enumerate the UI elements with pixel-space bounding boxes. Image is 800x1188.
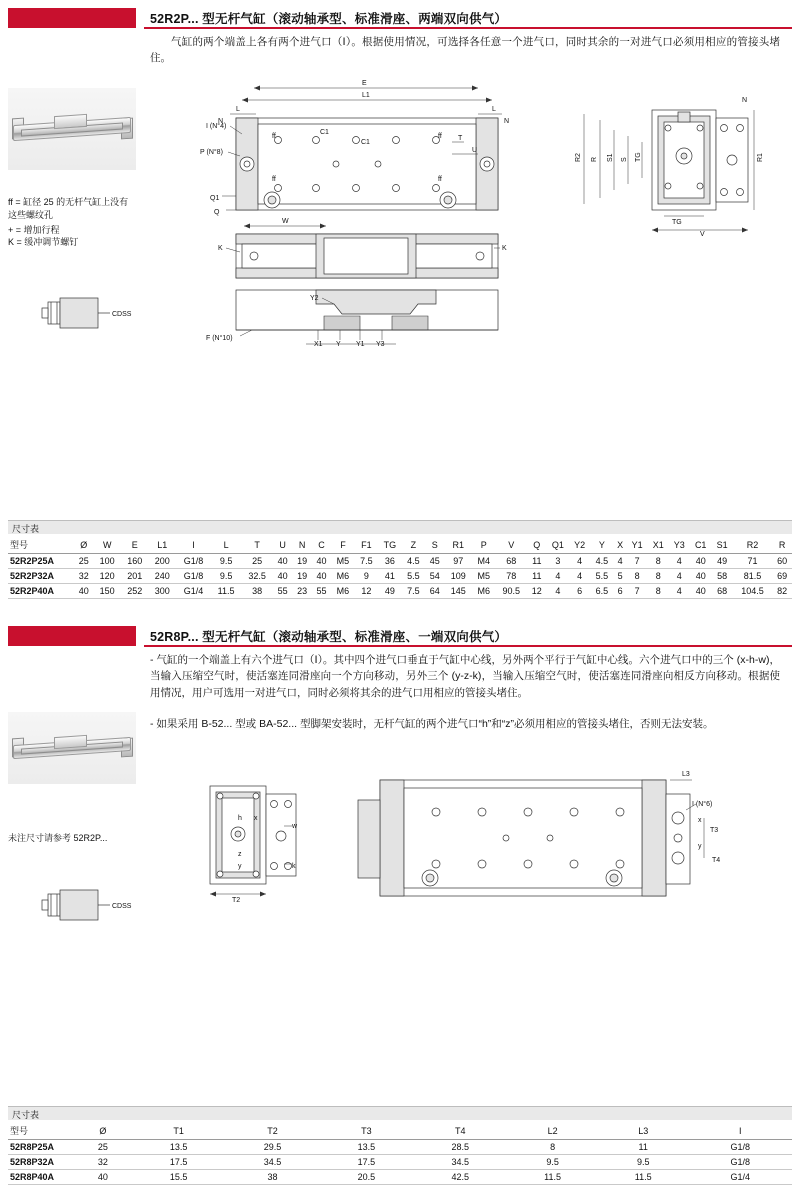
cell-value: 40 bbox=[690, 554, 712, 569]
cdss-icon-2 bbox=[40, 888, 136, 930]
column-header-L1: L1 bbox=[149, 536, 177, 554]
cell-value: G1/4 bbox=[689, 1170, 792, 1185]
svg-text:TG: TG bbox=[672, 219, 682, 226]
svg-text:W: W bbox=[282, 218, 289, 225]
svg-text:S1: S1 bbox=[607, 153, 614, 162]
svg-text:Y1: Y1 bbox=[356, 341, 365, 348]
column-header-L3: L3 bbox=[598, 1122, 689, 1140]
cell-value: 68 bbox=[496, 554, 528, 569]
cell-value: 7.5 bbox=[402, 584, 425, 599]
svg-text:R1: R1 bbox=[757, 153, 764, 162]
table-row bbox=[8, 584, 792, 599]
section-rule bbox=[144, 27, 792, 29]
svg-text:TG: TG bbox=[635, 152, 642, 162]
cell-value: 25 bbox=[74, 554, 93, 569]
cell-value: 150 bbox=[93, 584, 121, 599]
section2-accent-bar bbox=[8, 626, 136, 646]
column-header-L2: L2 bbox=[507, 1122, 598, 1140]
cell-value: 6 bbox=[614, 584, 627, 599]
cell-value: 7 bbox=[627, 584, 648, 599]
cell-value: 40 bbox=[690, 569, 712, 584]
column-header-Y: Y bbox=[590, 536, 613, 554]
cell-value: 6 bbox=[569, 584, 590, 599]
cell-value: 40 bbox=[273, 569, 292, 584]
cell-value: 40 bbox=[690, 584, 712, 599]
cell-model: 52R2P32A bbox=[8, 569, 74, 584]
column-header-Q1: Q1 bbox=[547, 536, 570, 554]
cell-model: 52R8P25A bbox=[8, 1140, 74, 1155]
column-header-T1: T1 bbox=[132, 1122, 226, 1140]
column-header-L: L bbox=[211, 536, 242, 554]
cell-value: 9 bbox=[355, 569, 378, 584]
cell-value: 6.5 bbox=[590, 584, 613, 599]
svg-text:L3: L3 bbox=[682, 771, 690, 778]
cell-value: 42.5 bbox=[413, 1170, 507, 1185]
cell-value: 5 bbox=[614, 569, 627, 584]
column-header-model: 型号 bbox=[8, 1122, 74, 1140]
column-header-V: V bbox=[496, 536, 528, 554]
section-title: 52R2P... 型无杆气缸（滚动轴承型、标准滑座、两端双向供气） bbox=[150, 12, 508, 26]
svg-text:F (N°10): F (N°10) bbox=[206, 335, 233, 342]
drawing-52r2p-end-view bbox=[572, 86, 772, 236]
svg-text:P (N°8): P (N°8) bbox=[200, 149, 223, 156]
cell-value: 60 bbox=[772, 554, 792, 569]
cell-value: 54 bbox=[425, 569, 444, 584]
dimension-table-52r2p bbox=[8, 536, 792, 599]
column-header-R2: R2 bbox=[733, 536, 773, 554]
cell-value: 8 bbox=[648, 569, 669, 584]
cell-value: 240 bbox=[149, 569, 177, 584]
svg-text:U: U bbox=[472, 147, 478, 154]
cell-value: 4 bbox=[669, 584, 690, 599]
column-header-P: P bbox=[472, 536, 495, 554]
cell-value: 12 bbox=[355, 584, 378, 599]
cell-value: 13.5 bbox=[132, 1140, 226, 1155]
cell-model: 52R2P25A bbox=[8, 554, 74, 569]
note-ff: ff = 缸径 25 的无杆气缸上没有这些螺纹孔 bbox=[8, 197, 129, 221]
column-header-F: F bbox=[331, 536, 354, 554]
svg-text:K: K bbox=[502, 245, 507, 252]
svg-text:R2: R2 bbox=[575, 153, 582, 162]
cell-value: 32.5 bbox=[241, 569, 273, 584]
column-header-W: W bbox=[93, 536, 121, 554]
cell-value: 4 bbox=[614, 554, 627, 569]
cell-value: 55 bbox=[273, 584, 292, 599]
cell-value: 252 bbox=[121, 584, 149, 599]
svg-text:Y3: Y3 bbox=[376, 341, 385, 348]
cell-model: 52R2P40A bbox=[8, 584, 74, 599]
column-header-S: S bbox=[425, 536, 444, 554]
cell-value: 12 bbox=[527, 584, 546, 599]
cell-value: 11 bbox=[598, 1140, 689, 1155]
cell-value: M5 bbox=[331, 554, 354, 569]
svg-text:y: y bbox=[238, 863, 242, 870]
cell-value: 7.5 bbox=[355, 554, 378, 569]
note-k: K = 缓冲调节螺钉 bbox=[8, 237, 79, 247]
cell-value: 3 bbox=[547, 554, 570, 569]
column-header-Y2: Y2 bbox=[569, 536, 590, 554]
table-header-row bbox=[8, 1122, 792, 1140]
table-row bbox=[8, 569, 792, 584]
cell-value: 15.5 bbox=[132, 1170, 226, 1185]
table-caption-2: 尺寸表 bbox=[8, 1106, 792, 1120]
svg-text:ff: ff bbox=[438, 133, 442, 140]
cell-value: 4 bbox=[569, 554, 590, 569]
cell-value: 49 bbox=[712, 554, 733, 569]
svg-text:N: N bbox=[504, 118, 510, 125]
svg-text:T4: T4 bbox=[712, 857, 721, 864]
cell-value: 90.5 bbox=[496, 584, 528, 599]
cell-value: 11 bbox=[527, 569, 546, 584]
cell-value: 4 bbox=[569, 569, 590, 584]
svg-text:I (N°6): I (N°6) bbox=[692, 801, 713, 808]
svg-text:R: R bbox=[591, 156, 598, 162]
cell-value: 82 bbox=[772, 584, 792, 599]
cell-value: 300 bbox=[149, 584, 177, 599]
cell-value: 81.5 bbox=[733, 569, 773, 584]
svg-text:T: T bbox=[458, 135, 463, 142]
cell-value: 4.5 bbox=[590, 554, 613, 569]
section-accent-bar bbox=[8, 8, 136, 28]
column-header-F1: F1 bbox=[355, 536, 378, 554]
column-header-Ø: Ø bbox=[74, 536, 93, 554]
column-header-model: 型号 bbox=[8, 536, 74, 554]
cell-value: 9.5 bbox=[598, 1155, 689, 1170]
column-header-I: I bbox=[176, 536, 211, 554]
product-photo-52r2p bbox=[8, 88, 136, 170]
cell-value: 200 bbox=[149, 554, 177, 569]
cell-value: 29.5 bbox=[226, 1140, 320, 1155]
column-header-Y3: Y3 bbox=[669, 536, 690, 554]
svg-text:T2: T2 bbox=[232, 897, 241, 904]
column-header-C: C bbox=[312, 536, 331, 554]
cell-value: 32 bbox=[74, 1155, 132, 1170]
cell-value: 17.5 bbox=[132, 1155, 226, 1170]
column-header-E: E bbox=[121, 536, 149, 554]
drawing-52r2p-views bbox=[196, 78, 556, 368]
column-header-R1: R1 bbox=[444, 536, 472, 554]
column-header-S1: S1 bbox=[712, 536, 733, 554]
cell-value: 4 bbox=[669, 554, 690, 569]
cell-value: 7 bbox=[627, 554, 648, 569]
column-header-C1: C1 bbox=[690, 536, 712, 554]
svg-text:S: S bbox=[621, 157, 628, 162]
svg-text:ff: ff bbox=[438, 176, 442, 183]
cell-value: 9.5 bbox=[507, 1155, 598, 1170]
note-plus: + = 增加行程 bbox=[8, 225, 60, 235]
section2-title: 52R8P... 型无杆气缸（滚动轴承型、标准滑座、一端双向供气） bbox=[150, 630, 508, 644]
section2-rule bbox=[144, 645, 792, 647]
cdss-icon-1 bbox=[40, 296, 136, 338]
cell-value: 4 bbox=[547, 569, 570, 584]
cell-value: 104.5 bbox=[733, 584, 773, 599]
cell-value: 13.5 bbox=[320, 1140, 414, 1155]
cell-value: 120 bbox=[93, 569, 121, 584]
cell-value: 38 bbox=[226, 1170, 320, 1185]
table-row bbox=[8, 1140, 792, 1155]
cell-value: 17.5 bbox=[320, 1155, 414, 1170]
cell-value: 11.5 bbox=[507, 1170, 598, 1185]
dimension-table-52r8p bbox=[8, 1122, 792, 1185]
cell-value: 40 bbox=[273, 554, 292, 569]
column-header-Q: Q bbox=[527, 536, 546, 554]
svg-text:z: z bbox=[238, 851, 242, 858]
cell-value: 4.5 bbox=[402, 554, 425, 569]
column-header-T4: T4 bbox=[413, 1122, 507, 1140]
cell-value: 64 bbox=[425, 584, 444, 599]
cell-value: 58 bbox=[712, 569, 733, 584]
svg-text:w: w bbox=[292, 823, 298, 830]
cell-value: 9.5 bbox=[211, 554, 242, 569]
section2-intro-1: - 气缸的一个端盖上有六个进气口（Ⅰ）。其中四个进气口垂直于气缸中心线，另外两个平行于气缸中心线。六个进气口中的三个 (x-h-w)，当输入压缩空气时，使活塞连同滑座向一个方向移动，另外三个 (y-z-k)，当输入压缩空气时，使活塞连同滑座向相反方向移动。根据使用情况，用户可选用一对进气口，同时必须将其余的进气口用相应的管接头堵住。 bbox=[150, 654, 780, 699]
cell-value: 45 bbox=[425, 554, 444, 569]
column-header-R: R bbox=[772, 536, 792, 554]
cell-model: 52R8P40A bbox=[8, 1170, 74, 1185]
table-caption-1: 尺寸表 bbox=[8, 520, 792, 534]
cell-value: 11.5 bbox=[211, 584, 242, 599]
cell-value: 49 bbox=[378, 584, 401, 599]
cell-value: 8 bbox=[627, 569, 648, 584]
svg-text:N: N bbox=[742, 97, 748, 104]
cell-model: 52R8P32A bbox=[8, 1155, 74, 1170]
svg-text:C1: C1 bbox=[361, 139, 370, 146]
column-header-N: N bbox=[292, 536, 311, 554]
cell-value: 32 bbox=[74, 569, 93, 584]
section-intro-text: 气缸的两个端盖上各有两个进气口（Ⅰ）。根据使用情况，可选择各任意一个进气口，同时其余的一对进气口必须用相应的管接头堵住。 bbox=[150, 36, 780, 65]
cell-value: 68 bbox=[712, 584, 733, 599]
cell-value: M5 bbox=[472, 569, 495, 584]
cell-value: 40 bbox=[74, 1170, 132, 1185]
svg-text:y: y bbox=[698, 843, 702, 850]
table-row bbox=[8, 554, 792, 569]
cell-value: 109 bbox=[444, 569, 472, 584]
product-photo-52r8p bbox=[8, 712, 136, 784]
cell-value: 41 bbox=[378, 569, 401, 584]
cell-value: 34.5 bbox=[226, 1155, 320, 1170]
cell-value: 100 bbox=[93, 554, 121, 569]
svg-text:x: x bbox=[254, 815, 258, 822]
table-row bbox=[8, 1170, 792, 1185]
column-header-I: I bbox=[689, 1122, 792, 1140]
column-header-T2: T2 bbox=[226, 1122, 320, 1140]
section2-intro-2: - 如果采用 B-52... 型或 BA-52... 型脚架安装时，无杆气缸的两个进气口“h”和“z”必须用相应的管接头堵住，否则无法安装。 bbox=[150, 718, 714, 730]
table-header-row bbox=[8, 536, 792, 554]
cell-value: 69 bbox=[772, 569, 792, 584]
drawing-52r8p-top-view bbox=[330, 766, 730, 916]
svg-text:L: L bbox=[492, 106, 496, 113]
svg-text:L: L bbox=[236, 106, 240, 113]
cell-value: 40 bbox=[74, 584, 93, 599]
cell-value: G1/8 bbox=[176, 554, 211, 569]
svg-text:E: E bbox=[362, 80, 367, 87]
column-header-TG: TG bbox=[378, 536, 401, 554]
svg-text:L1: L1 bbox=[362, 92, 370, 99]
cell-value: 97 bbox=[444, 554, 472, 569]
cell-value: M6 bbox=[472, 584, 495, 599]
cell-value: 4 bbox=[547, 584, 570, 599]
svg-text:x: x bbox=[698, 817, 702, 824]
cell-value: 201 bbox=[121, 569, 149, 584]
svg-text:ff: ff bbox=[272, 133, 276, 140]
cell-value: 19 bbox=[292, 569, 311, 584]
cell-value: 36 bbox=[378, 554, 401, 569]
svg-text:Y2: Y2 bbox=[310, 295, 319, 302]
cell-value: 20.5 bbox=[320, 1170, 414, 1185]
cell-value: 78 bbox=[496, 569, 528, 584]
column-header-X1: X1 bbox=[648, 536, 669, 554]
svg-text:h: h bbox=[238, 815, 242, 822]
svg-text:CDSS: CDSS bbox=[112, 903, 132, 910]
svg-text:Q1: Q1 bbox=[210, 195, 220, 202]
cell-value: 34.5 bbox=[413, 1155, 507, 1170]
column-header-Ø: Ø bbox=[74, 1122, 132, 1140]
column-header-T: T bbox=[241, 536, 273, 554]
table-row bbox=[8, 1155, 792, 1170]
cell-value: 4 bbox=[669, 569, 690, 584]
svg-text:I (N°4): I (N°4) bbox=[206, 123, 227, 130]
column-header-Z: Z bbox=[402, 536, 425, 554]
cell-value: 8 bbox=[648, 554, 669, 569]
svg-text:Q: Q bbox=[214, 209, 220, 216]
cell-value: G1/4 bbox=[176, 584, 211, 599]
cell-value: G1/8 bbox=[689, 1140, 792, 1155]
cell-value: 23 bbox=[292, 584, 311, 599]
cell-value: 25 bbox=[74, 1140, 132, 1155]
svg-text:C1: C1 bbox=[320, 129, 329, 136]
svg-text:N: N bbox=[218, 118, 224, 125]
cell-value: 145 bbox=[444, 584, 472, 599]
cell-value: 28.5 bbox=[413, 1140, 507, 1155]
cell-value: 25 bbox=[241, 554, 273, 569]
cell-value: 11.5 bbox=[598, 1170, 689, 1185]
svg-text:k: k bbox=[292, 863, 296, 870]
svg-text:T3: T3 bbox=[710, 827, 719, 834]
svg-text:CDSS: CDSS bbox=[112, 311, 132, 318]
cell-value: 40 bbox=[312, 569, 331, 584]
drawing-52r8p-end-view bbox=[196, 776, 326, 916]
cell-value: 40 bbox=[312, 554, 331, 569]
column-header-U: U bbox=[273, 536, 292, 554]
cell-value: 8 bbox=[648, 584, 669, 599]
cell-value: M6 bbox=[331, 584, 354, 599]
cell-value: M4 bbox=[472, 554, 495, 569]
cell-value: 160 bbox=[121, 554, 149, 569]
cell-value: 11 bbox=[527, 554, 546, 569]
cell-value: M6 bbox=[331, 569, 354, 584]
cell-value: G1/8 bbox=[689, 1155, 792, 1170]
cell-value: 38 bbox=[241, 584, 273, 599]
cell-value: 19 bbox=[292, 554, 311, 569]
svg-text:ff: ff bbox=[272, 176, 276, 183]
note-reference: 未注尺寸请参考 52R2P... bbox=[8, 833, 108, 843]
svg-text:Y: Y bbox=[336, 341, 341, 348]
cell-value: 8 bbox=[507, 1140, 598, 1155]
column-header-T3: T3 bbox=[320, 1122, 414, 1140]
cell-value: 55 bbox=[312, 584, 331, 599]
svg-text:K: K bbox=[218, 245, 223, 252]
svg-text:X1: X1 bbox=[314, 341, 323, 348]
column-header-Y1: Y1 bbox=[627, 536, 648, 554]
cell-value: 9.5 bbox=[211, 569, 242, 584]
cell-value: 5.5 bbox=[402, 569, 425, 584]
cell-value: 71 bbox=[733, 554, 773, 569]
svg-text:V: V bbox=[700, 231, 705, 236]
column-header-X: X bbox=[614, 536, 627, 554]
cell-value: G1/8 bbox=[176, 569, 211, 584]
cell-value: 5.5 bbox=[590, 569, 613, 584]
